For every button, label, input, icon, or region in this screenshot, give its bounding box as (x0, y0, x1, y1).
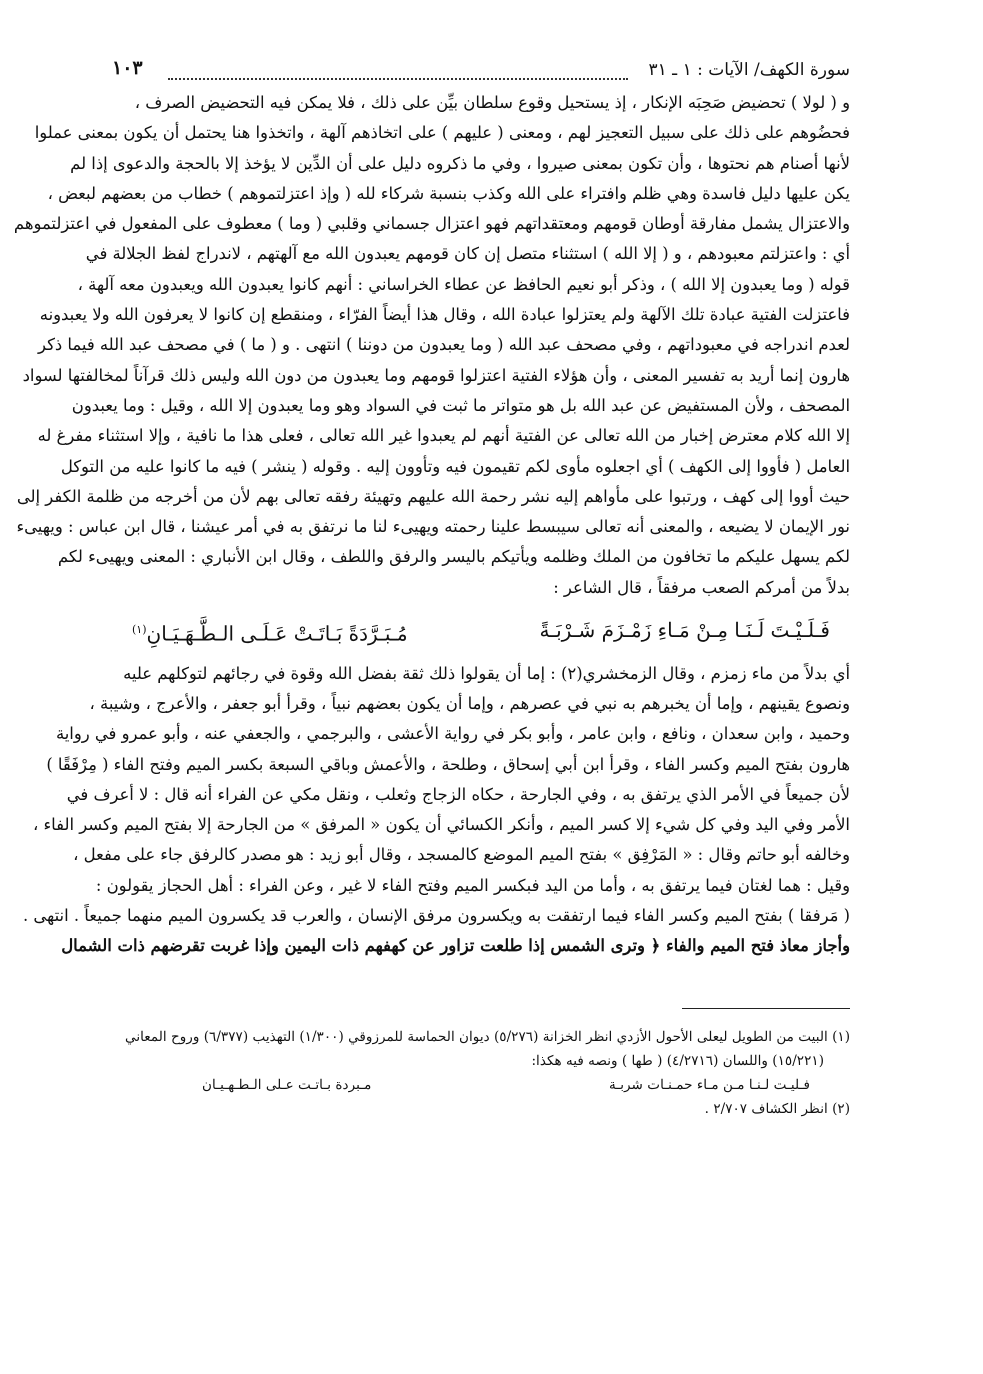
footnote-reference: (١) (132, 623, 147, 637)
body-line: و ( لولا ) تحضيض صَحِبَه الإنكار ، إذ يستحيل وقوع سلطان بيِّن على ذلك ، فلا يمكن فيه التحضيض الصرف ، (134, 93, 850, 112)
footnote-separator (682, 1008, 850, 1009)
body-line: فاعتزلت الفتية عبادة تلك الآلهة ولم يعتزلوا عبادة الله ، وقال هذا أيضاً الفرّاء ، ومنقطع إن كانوا لا يعرفون الله ولا يعبدونه (39, 305, 850, 325)
body-line: لأنها أصنام هم نحتوها ، وأن تكون بمعنى صيروا ، وفي ما ذكروه دليل على أن الدِّين لا يؤخذ إلا بالحجة والدعوى إذا لم (70, 153, 850, 173)
footnote-2: (٢) انظر الكشاف ٢/٧٠٧ . (704, 1100, 850, 1117)
body-line: ونصوع يقينهم ، وإما أن يخبرهم به نبي في عصرهم ، وإما أن يكون بعضهم نبياً ، وقرأ أبو جعفر ، والأعرج ، وشيبة ، (89, 694, 850, 713)
page (13, 52, 850, 1121)
footnote-1: (١) البيت من الطويل ليعلى الأحول الأزدي انظر الخزانة (٥/٢٧٦) ديوان الحماسة للمرزوقي (١/٣٠٠) التهذيب (٦/٣٧٧) وروح المعاني (125, 1028, 850, 1045)
header-dot-leader (168, 58, 628, 80)
verse-first-hemistich: فَـلَـيْـتَ لَـنَـا مِـنْ مَـاءِ زَمْـزَمَ شَـرْبَـةً (539, 618, 830, 643)
footnote-verse-second: مـبردة بـاتـت عـلى الـطـهـيـان (202, 1076, 372, 1093)
body-line: لكم يسهل عليكم ما تخافون من الملك وظلمه ويأتيكم باليسر والرفق واللطف ، وقال ابن الأنباري : المعنى ويهيىء لكم (57, 547, 850, 567)
body-line: لأن جميعاً في الأمر الذي يرتفق به ، وفي الجارحة ، حكاه الزجاج وثعلب ، ونقل مكي عن الفراء أنه قال : لا أعرف في (66, 784, 850, 804)
surah-title: سورة الكهف/ الآيات : ١ ـ ٣١ (648, 60, 850, 80)
body-text (13, 88, 850, 962)
body-line: فحضُوهم على ذلك على سبيل التعجيز لهم ، ومعنى ( عليهم ) على اتخاذهم آلهة ، واتخذوا هنا يحتمل أن يكون بمعنى عملوا (34, 123, 850, 143)
body-line: قوله ( وما يعبدون إلا الله ) ، وذكر أبو نعيم الحافظ عن عطاء الخراساني : أنهم كانوا يعبدون الله ويعبدون معه آلهة ، (77, 274, 850, 294)
body-line: إلا الله كلام معترض إخبار من الله تعالى عن الفتية أنهم لم يعبدوا غير الله تعالى ، فعلى هذا ما نافية ، وإلا استثناء مفرغ له (37, 426, 850, 446)
body-line: أي بدلاً من ماء زمزم ، وقال الزمخشري(٢) : إما أن يقولوا ذلك ثقة بفضل الله وقوة في رجائهم لتوكلهم عليه (123, 663, 850, 683)
body-line: أي : واعتزلتم معبودهم ، و ( إلا الله ) استثناء متصل إن كان قومهم يعبدون الله مع آلهتهم ، لاندراج لفظ الجلالة في (85, 244, 850, 264)
body-line: هارون إنما أريد به تفسير المعنى ، وأن هؤلاء الفتية اعتزلوا قومهم وما يعبدون من دون الله وليس ذلك قرآناً لمخالفتها لسواد (22, 365, 850, 385)
body-line: وحميد ، وابن سعدان ، ونافع ، وابن عامر ، وأبو بكر في رواية الأعشى ، والبرجمي ، والجعفي عنه ، وأبو عمرو في رواية (55, 724, 850, 744)
body-line: حيث أووا إلى كهف ، ورتبوا على مأواهم إليه نشر رحمة الله عليهم وتهيئة رفقه تعالى بهم لأن من أخرجه من ظلمة الكفر إلى (16, 486, 850, 506)
footnote-verse-first: فـليـت لـنـا مـن مـاء حمـنـات شربـة (609, 1076, 810, 1093)
verse-second-hemistich: مُـبَـرَّدَةً بَـاتَـتْ عَـلَـى الـطَّـهَـيَـانِ$^{(١)}$ (132, 621, 408, 646)
body-line: لعدم اندراجه في معبوداتهم ، وفي مصحف عبد الله ( وما يعبدون من دوننا ) انتهى . و ( ما ) في مصحف عبد الله فيما ذكر (38, 335, 850, 355)
body-line: هارون بفتح الميم وكسر الفاء ، وقرأ ابن أبي إسحاق ، وطلحة ، والأعمش وباقي السبعة بكسر الميم وفتح الفاء ( مِرْفَقًا ) (46, 754, 850, 774)
body-line: بدلاً من أمركم الصعب مرفقاً ، قال الشاعر : (553, 577, 850, 597)
quran-verse-line: وأجاز معاذ فتح الميم والفاء ﴿ وترى الشمس إذا طلعت تزاور عن كهفهم ذات اليمين وإذا غربت تقرضهم ذات الشمال (61, 936, 850, 956)
body-line: يكن عليها دليل فاسدة وهي ظلم وافتراء على الله وكذب بنسبة شركاء لله ( وإذ اعتزلتموهم ) خطاب من بعضهم لبعض ، (47, 183, 850, 203)
body-line: وخالفه أبو حاتم وقال : « المَرْفِق » بفتح الميم الموضع كالمسجد ، وقال أبو زيد : هو مصدر كالرفق جاء على مفعل ، (73, 845, 850, 865)
body-line: الأمر وفي اليد وفي كل شيء إلا كسر الميم ، وأنكر الكسائي أن يكون « المرفق » من الجارحة إلا بفتح الميم وكسر الفاء ، (32, 815, 850, 835)
body-line: والاعتزال يشمل مفارقة أوطان قومهم ومعتقداتهم فهو اعتزال جسماني وقلبي ( وما ) معطوف على المفعول في اعتزلتموهم (13, 214, 850, 234)
body-line: وقيل : هما لغتان فيما يرتفق به ، وأما من اليد فبكسر الميم وفتح الفاء لا غير ، وعن الفراء : أهل الحجاز يقولون : (95, 875, 850, 895)
body-line: العامل ( فأووا إلى الكهف ) أي اجعلوه مأوى لكم تقيمون فيه وتأوون إليه . وقوله ( ينشر ) فيه ما كانوا عليه من التوكل (60, 456, 850, 476)
footnotes (112, 1025, 850, 1121)
footnote-1-continued: (١٥/٢٢١) واللسان (٤/٢٧١٦) ( طها ) ونصه فيه هكذا: (531, 1052, 824, 1069)
body-line: المصحف ، ولأن المستفيض عن عبد الله بل هو متواتر ما ثبت في السواد وهو وما يعبدون إلا الله ، وقيل : وما يعبدون (71, 395, 850, 415)
page-number: ١٠٣ (112, 57, 143, 79)
poetry-verse (112, 603, 850, 659)
running-header (112, 52, 850, 88)
body-line: ( مَرفقا ) بفتح الميم وكسر الفاء فيما ارتفقت به ويكسرون مرفق الإنسان ، والعرب قد يكسرون الميم منهما جميعاً . انتهى . (22, 906, 850, 926)
body-line: نور الإيمان لا يضيعه ، والمعنى أنه تعالى سيبسط علينا رحمته ويهيىء لنا ما نرتفق به في أمر عيشنا ، قال ابن عباس : ويهيىء (16, 517, 850, 537)
footnote-verse (112, 1073, 850, 1097)
